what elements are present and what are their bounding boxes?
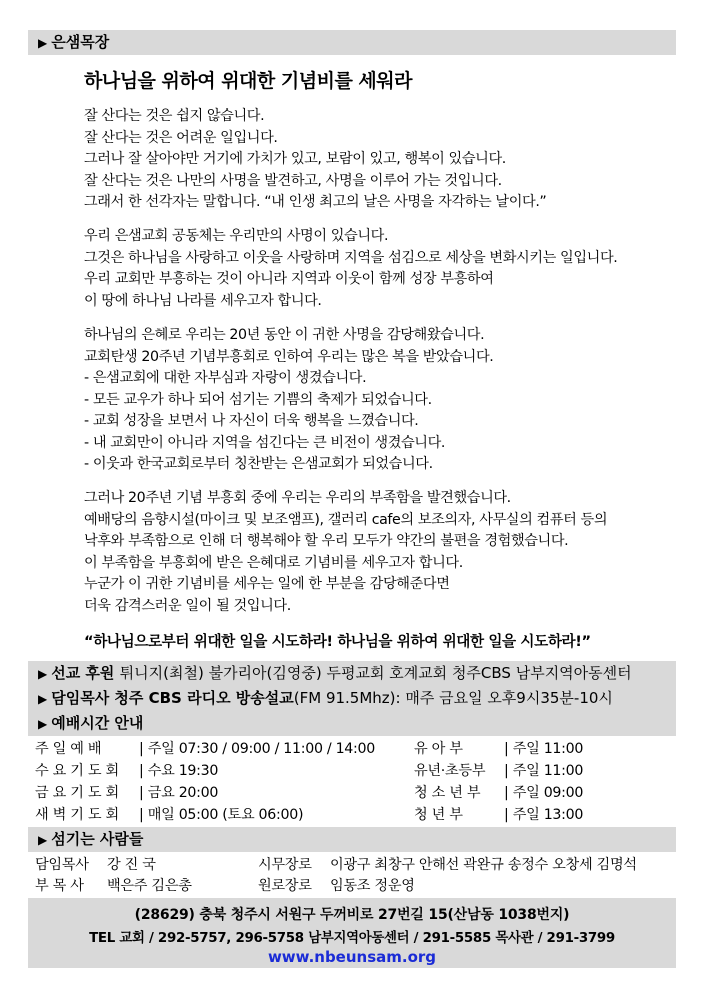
text-line: - 내 교회만이 아니라 지역을 섬긴다는 큰 비전이 생겼습니다.: [84, 434, 446, 451]
worship-name: 청 년 부: [414, 807, 463, 823]
worship-value: | 주일 09:00: [504, 785, 584, 801]
worship-name: 수 요 기 도 회: [35, 763, 119, 779]
staff-name: 부 목 사: [35, 878, 84, 894]
staff-value: 강 진 국: [107, 857, 156, 873]
worship-value: | 주일 13:00: [504, 807, 584, 823]
worship-value: | 수요 19:30: [139, 763, 219, 779]
triangle-icon: ▶: [38, 833, 48, 847]
triangle-icon: ▶: [38, 717, 48, 731]
staff-name: 원로장로: [258, 878, 312, 894]
staff-header: [28, 827, 676, 852]
worship-name: 금 요 기 도 회: [35, 785, 119, 801]
staff-header-label: 섬기는 사람들: [51, 830, 144, 848]
text-line: - 교회 성장을 보면서 나 자신이 더욱 행복을 느꼈습니다.: [84, 413, 419, 429]
worship-name: 유년·초등부: [414, 763, 486, 779]
worship-value: | 주일 07:30 / 09:00 / 11:00 / 14:00: [139, 741, 375, 757]
staff-row: [258, 876, 637, 897]
paragraph-2: [84, 226, 617, 312]
worship-row: [35, 782, 375, 804]
worship-schedule-left: [35, 738, 375, 826]
radio-bar: [28, 686, 676, 711]
worship-header: [28, 711, 676, 736]
worship-value: | 매일 05:00 (토요 06:00): [139, 807, 304, 823]
staff-name: 담임목사: [35, 857, 89, 873]
text-line: 교회탄생 20주년 기념부흥회로 인하여 우리는 많은 복을 받았습니다.: [84, 348, 494, 365]
radio-text: (FM 91.5Mhz): 매주 금요일 오후9시35분-10시: [293, 689, 613, 707]
text-line: 낙후와 부족함으로 인해 더 행복해야 할 우리 모두가 약간의 불편을 경험했습니다.: [84, 533, 569, 549]
text-line: 그래서 한 선각자는 말합니다. “내 인생 최고의 날은 사명을 자각하는 날이다.”: [84, 194, 547, 210]
mission-text: 튀니지(최철) 불가리아(김영중) 두평교회 호계교회 청주CBS 남부지역아동센터: [119, 664, 632, 682]
radio-label: 담임목사 청주 CBS 라디오 방송설교: [51, 689, 294, 707]
worship-name: 주 일 예 배: [35, 741, 102, 757]
worship-row: [35, 738, 375, 760]
worship-header-label: 예배시간 안내: [51, 714, 144, 732]
text-line: 예배당의 음향시설(마이크 및 보조앰프), 갤러리 cafe의 보조의자, 사무실의 컴퓨터 등의: [84, 511, 608, 528]
text-line: - 은샘교회에 대한 자부심과 자랑이 생겼습니다.: [84, 370, 367, 386]
text-line: 누군가 이 귀한 기념비를 세우는 일에 한 부분을 감당해준다면: [84, 576, 450, 592]
staff-value: 임동조 정운영: [330, 878, 415, 894]
text-line: 잘 산다는 것은 쉽지 않습니다.: [84, 108, 265, 124]
worship-row: [35, 804, 375, 826]
text-line: 하나님의 은혜로 우리는 20년 동안 이 귀한 사명을 감당해왔습니다.: [84, 327, 485, 343]
text-line: 우리 교회만 부흥하는 것이 아니라 지역과 이웃이 함께 성장 부흥하여: [84, 271, 494, 287]
text-line: 잘 산다는 것은 나만의 사명을 발견하고, 사명을 이루어 가는 것입니다.: [84, 172, 502, 189]
triangle-icon: ▶: [38, 36, 48, 50]
text-line: 잘 산다는 것은 어려운 일입니다.: [84, 129, 278, 146]
staff-row: [258, 855, 637, 876]
worship-value: | 금요 20:00: [139, 785, 219, 801]
worship-value: | 주일 11:00: [504, 741, 584, 757]
section-header-label: 은샘목장: [51, 33, 110, 51]
mission-bar: [28, 661, 676, 686]
paragraph-3: [84, 325, 493, 476]
worship-row: [414, 804, 583, 826]
paragraph-1: [84, 106, 546, 214]
footer: [28, 898, 676, 968]
text-line: 그러나 잘 살아야만 거기에 가치가 있고, 보람이 있고, 행복이 있습니다.: [84, 151, 506, 167]
section-header: [28, 30, 676, 55]
text-line: 그것은 하나님을 사랑하고 이웃을 사랑하며 지역을 섬김으로 세상을 변화시키는 일입니다.: [84, 249, 618, 266]
paragraph-4: [84, 488, 607, 617]
footer-phones: TEL 교회 / 292-5757, 296-5758 남부지역아동센터 / 291-5585 목사관 / 291-3799: [89, 931, 615, 946]
worship-name: 유 아 부: [414, 741, 463, 757]
triangle-icon: ▶: [38, 692, 48, 706]
worship-value: | 주일 11:00: [504, 763, 584, 779]
text-line: 우리 은샘교회 공동체는 우리만의 사명이 있습니다.: [84, 228, 389, 244]
text-line: 그러나 20주년 기념 부흥회 중에 우리는 우리의 부족함을 발견했습니다.: [84, 490, 511, 506]
staff-row: [35, 855, 192, 876]
staff-right: [258, 855, 637, 897]
worship-schedule-right: [414, 738, 583, 826]
text-line: - 이웃과 한국교회로부터 칭찬받는 은샘교회가 되었습니다.: [84, 456, 433, 472]
staff-value: 이광구 최창구 안해선 곽완규 송정수 오창세 김명석: [330, 857, 637, 873]
triangle-icon: ▶: [38, 667, 48, 681]
closing-quote: “하나님으로부터 위대한 일을 시도하라! 하나님을 위하여 위대한 일을 시도하라!”: [84, 633, 591, 650]
staff-name: 시무장로: [258, 857, 312, 873]
worship-row: [414, 782, 583, 804]
text-line: 이 부족함을 부흥회에 받은 은혜대로 기념비를 세우고자 합니다.: [84, 554, 463, 571]
worship-name: 새 벽 기 도 회: [35, 807, 119, 823]
worship-row: [414, 738, 583, 760]
worship-name: 청 소 년 부: [414, 785, 481, 801]
staff-value: 백은주 김은총: [107, 878, 192, 894]
text-line: - 모든 교우가 하나 되어 섬기는 기쁨의 축제가 되었습니다.: [84, 391, 432, 408]
mission-label: 선교 후원: [51, 664, 115, 682]
staff-left: [35, 855, 192, 897]
website-link[interactable]: www.nbeunsam.org: [267, 948, 437, 966]
staff-row: [35, 876, 192, 897]
footer-address: (28629) 충북 청주시 서원구 두꺼비로 27번길 15(산남동 1038번지): [134, 907, 570, 923]
text-line: 더욱 감격스러운 일이 될 것입니다.: [84, 597, 291, 614]
text-line: 이 땅에 하나님 나라를 세우고자 합니다.: [84, 292, 322, 309]
worship-row: [414, 760, 583, 782]
article-title: 하나님을 위하여 위대한 기념비를 세워라: [84, 70, 412, 92]
worship-row: [35, 760, 375, 782]
